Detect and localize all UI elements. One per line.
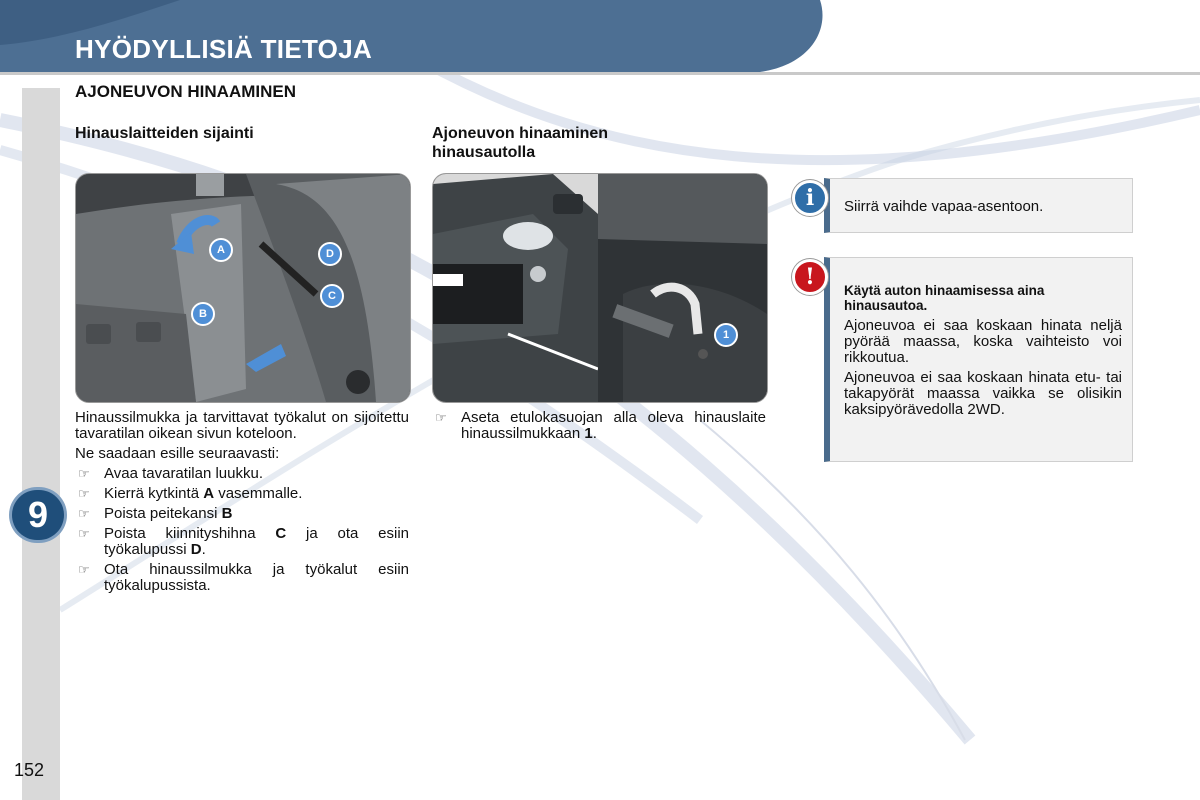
pointing-hand-icon: ☞ [78,506,90,521]
pointing-hand-icon: ☞ [78,562,90,577]
trunk-illustration [76,174,410,402]
label-a-badge: A [209,238,233,262]
towing-photo [432,173,768,403]
left-column-text [75,410,409,598]
warning-text [844,283,1122,422]
pointing-hand-icon: ☞ [78,466,90,481]
warning-paragraph: Ajoneuvoa ei saa koskaan hinata neljä pyörää maassa, koska vaihteisto voi rikkoutua. [844,317,1122,366]
list-item: ☞ Kierrä kytkintä A vasemmalle. [78,485,303,502]
label-1-badge: 1 [714,323,738,347]
label-b-badge: B [191,302,215,326]
info-text: Siirrä vaihde vapaa-asentoon. [844,198,1044,215]
pointing-hand-icon: ☞ [78,526,90,541]
pointing-hand-icon: ☞ [78,486,90,501]
intro-paragraph: Hinaussilmukka ja tarvittavat työkalut on sijoitettu tavaratilan oikean sivun koteloon. [75,409,409,442]
middle-column-title: Ajoneuvon hinaaminen hinausautolla [432,125,609,161]
warning-title: Käytä auton hinaamisessa aina hinausautoa. [844,283,1045,313]
warning-icon: ! [792,259,828,295]
list-item: ☞ Aseta etulokasuojan alla oleva hinauslaite hinaussilmukkaan 1. [435,409,766,442]
steps-list [75,466,409,594]
car-front-illustration [433,174,767,402]
intro-paragraph-2: Ne saadaan esille seuraavasti: [75,445,280,462]
info-box [824,178,1133,233]
label-d-badge: D [318,242,342,266]
section-title: AJONEUVON HINAAMINEN [75,82,297,101]
info-icon: i [792,180,828,216]
pointing-hand-icon: ☞ [435,410,447,425]
list-item: ☞ Ota hinaussilmukka ja työkalut esiin työkalupussista. [78,561,409,594]
middle-column-text [432,410,766,446]
list-item: ☞ Poista peitekansi B [78,505,233,522]
chapter-tab: 9 [12,490,64,540]
left-column-title: Hinauslaitteiden sijainti [75,125,254,142]
trunk-tools-photo [75,173,411,403]
warning-box [824,257,1133,462]
list-item: ☞ Avaa tavaratilan luukku. [78,465,263,482]
header-title: HYÖDYLLISIÄ TIETOJA [75,34,373,64]
list-item: ☞ Poista kiinnityshihna C ja ota esiin työkalupussi D. [78,525,409,558]
label-c-badge: C [320,284,344,308]
page-number: 152 [14,760,45,780]
steps-list [432,410,766,442]
warning-paragraph: Ajoneuvoa ei saa koskaan hinata etu- tai takapyörät maassa vaikka se olisikin kaksipyörävedolla 2WD. [844,369,1122,418]
